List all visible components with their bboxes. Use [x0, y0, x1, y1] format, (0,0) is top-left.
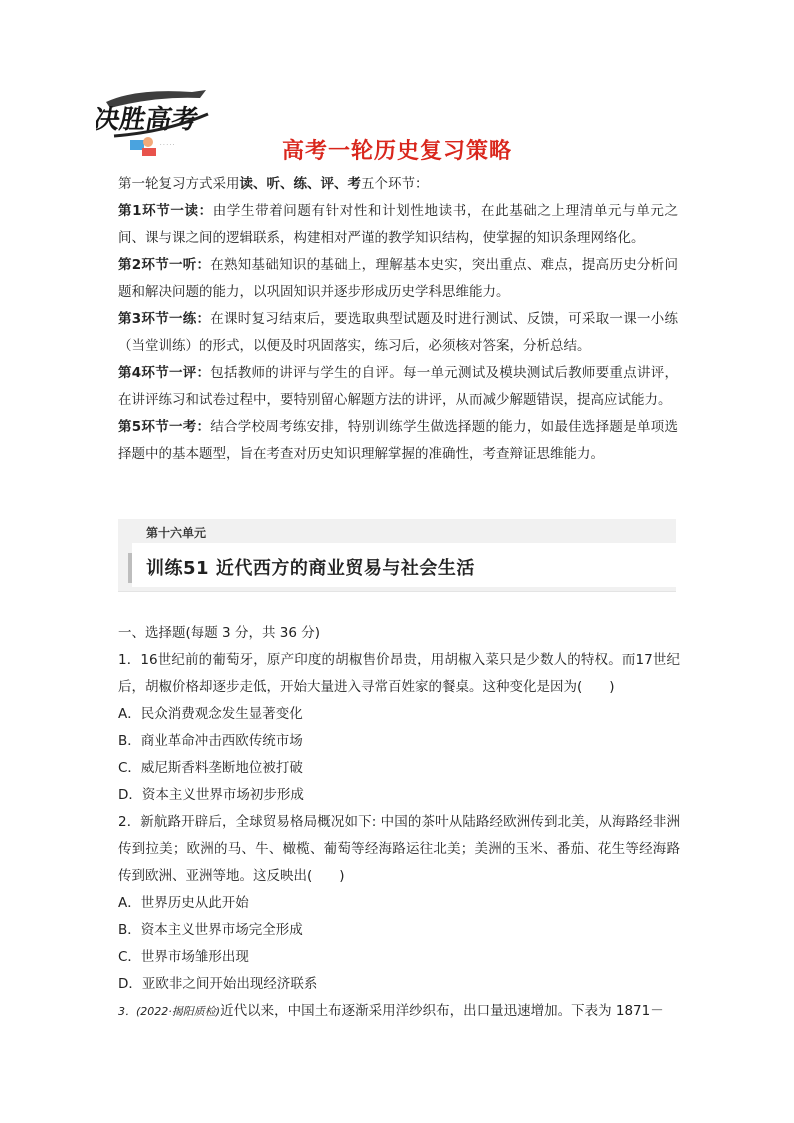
step-5: 第5环节一考：结合学校周考练安排，特别训练学生做选择题的能力，如最佳选择题是单项选择题中的基本题型，旨在考查对历史知识理解掌握的准确性，考查辩证思维能力。 — [118, 419, 678, 462]
question-2-stem: 2．新航路开辟后，全球贸易格局概况如下: 中国的茶叶从陆路经欧洲传到北美，从海路经非洲传到拉美；欧洲的马、牛、橄榄、葡萄等经海路运往北美；美洲的玉米、番茄、花生等经海路传到欧洲、亚洲等地。这反映出( ) — [118, 814, 680, 884]
question-1-option-b: B．商业革命冲击西欧传统市场 — [118, 733, 303, 749]
question-3-stem: 3．(2022·揭阳质检)近代以来，中国土布逐渐采用洋纱织布，出口量迅速增加。下表为 1871－ — [118, 1003, 664, 1019]
step-4: 第4环节一评：包括教师的讲评与学生的自评。每一单元测试及模块测试后教师要重点讲评，在讲评练习和试卷过程中，要特别留心解题方法的讲评，从而减少解题错误，提高应试能力。 — [118, 365, 678, 408]
page-title: 高考一轮历史复习策略 — [281, 139, 512, 164]
intro-section — [118, 171, 678, 468]
question-2-option-d: D．亚欧非之间开始出现经济联系 — [118, 976, 318, 992]
question-3-source: 3．(2022·揭阳质检) — [118, 1005, 221, 1018]
unit-label: 第十六单元 — [146, 526, 207, 540]
logo-text: 决胜高考 — [96, 104, 201, 135]
question-1-stem: 1．16世纪前的葡萄牙，原产印度的胡椒售价昂贵，用胡椒入菜只是少数人的特权。而17世纪后，胡椒价格却逐步走低，开始大量进入寻常百姓家的餐桌。这种变化是因为( ) — [118, 652, 680, 695]
question-2-option-b: B．资本主义世界市场完全形成 — [118, 922, 303, 938]
question-2-option-c: C．世界市场雏形出现 — [118, 949, 249, 965]
question-1-option-a: A．民众消费观念发生显著变化 — [118, 706, 303, 722]
question-section — [118, 620, 680, 1025]
step-1: 第1环节一读：由学生带着问题有针对性和计划性地读书，在此基础之上理清单元与单元之间、课与课之间的逻辑联系，构建相对严谨的教学知识结构，使掌握的知识条理网络化。 — [118, 203, 678, 246]
question-1-option-d: D．资本主义世界市场初步形成 — [118, 787, 304, 803]
svg-text:· · · · ·: · · · · · — [160, 142, 175, 148]
unit-title: 训练51 近代西方的商业贸易与社会生活 — [146, 558, 475, 579]
question-2-option-a: A．世界历史从此开始 — [118, 895, 249, 911]
unit-accent-bar — [128, 553, 132, 583]
question-1-option-c: C．威尼斯香料垄断地位被打破 — [118, 760, 303, 776]
intro-lead: 第一轮复习方式采用读、听、练、评、考五个环节： — [118, 176, 429, 192]
unit-header — [118, 519, 676, 592]
step-2: 第2环节一听：在熟知基础知识的基础上，理解基本史实，突出重点、难点，提高历史分析问题和解决问题的能力，以巩固知识并逐步形成历史学科思维能力。 — [118, 257, 678, 300]
section-heading: 一、选择题(每题 3 分，共 36 分) — [118, 625, 320, 641]
step-3: 第3环节一练：在课时复习结束后，要选取典型试题及时进行测试、反馈，可采取一课一小练（当堂训练）的形式，以便及时巩固落实，练习后，必须核对答案，分析总结。 — [118, 311, 678, 354]
